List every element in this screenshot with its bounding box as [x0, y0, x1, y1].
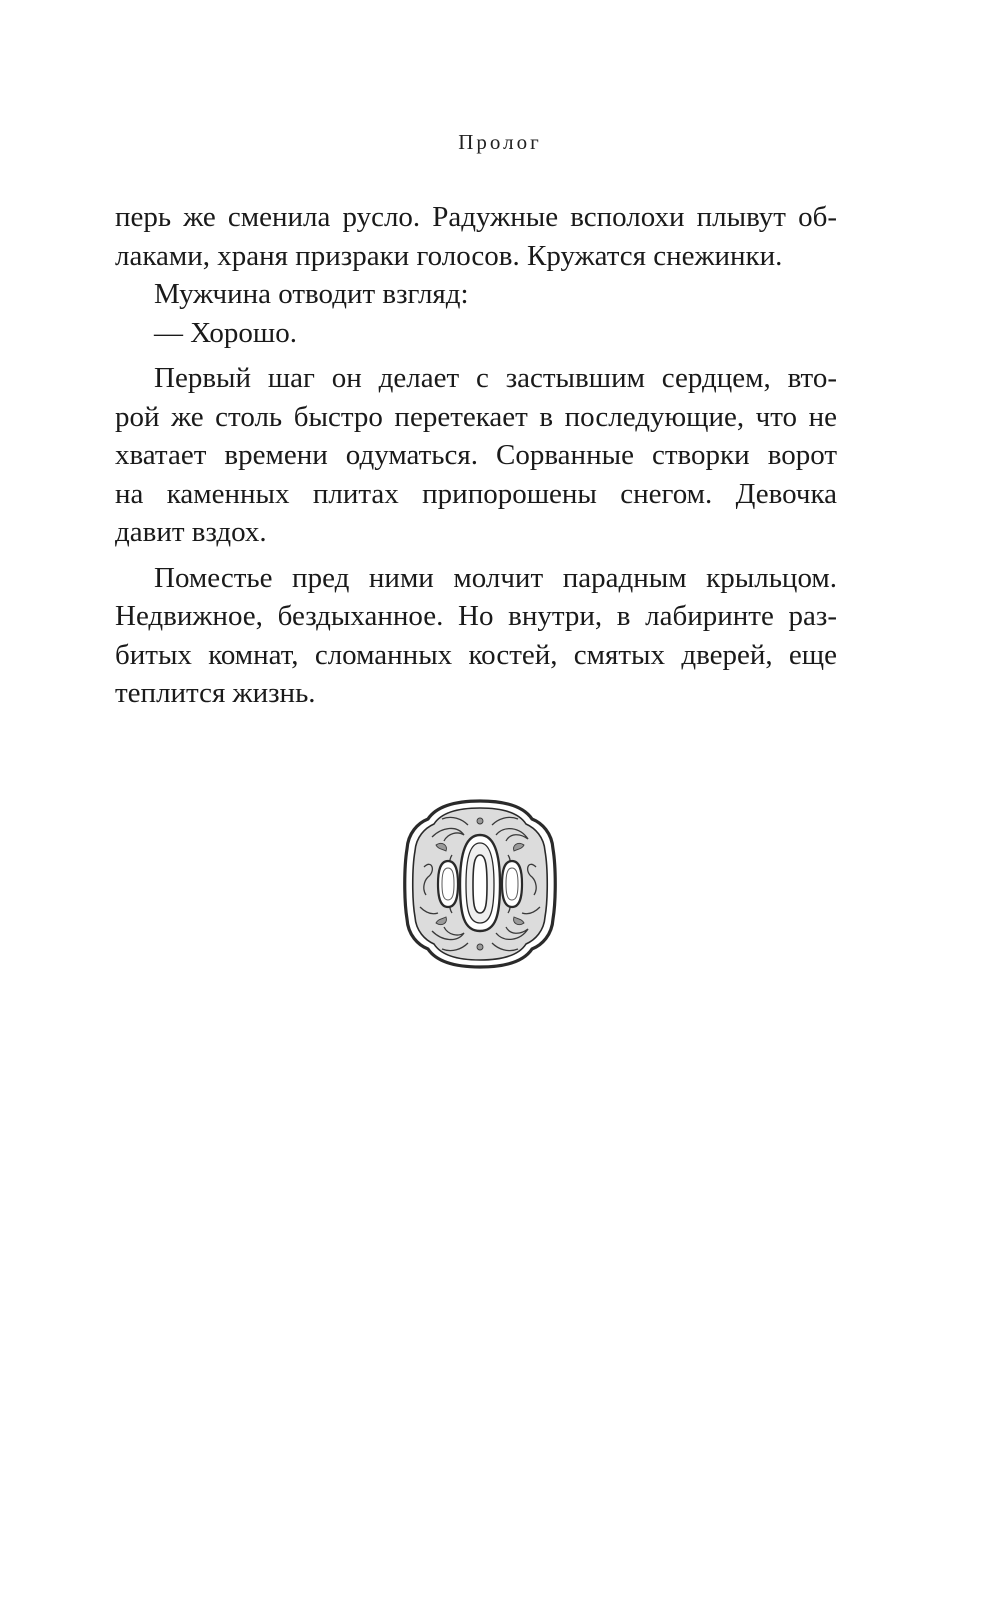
paragraph-3-dialogue — [115, 314, 837, 353]
text-line: рой же столь быстро перетекает в последующие, что не — [115, 400, 837, 433]
paragraph-4 — [115, 359, 837, 552]
text-line: — Хорошо. — [154, 316, 297, 349]
text-line: Недвижное, бездыханное. Но внутри, в лабиринте раз- — [115, 600, 837, 632]
text-line: теплится жизнь. — [115, 677, 316, 709]
text-line: на каменных плитах припорошены снегом. Девочка — [115, 477, 837, 510]
text-line: лаками, храня призраки голосов. Кружатся снежинки. — [115, 239, 783, 272]
running-head: Пролог — [458, 130, 542, 154]
paragraph-2 — [115, 275, 837, 314]
text-line: перь же сменила русло. Радужные всполохи плывут об- — [115, 201, 837, 233]
text-line: давит вздох. — [115, 516, 267, 548]
paragraph-1 — [115, 198, 837, 275]
text-line: Поместье пред ними молчит парадным крыльцом. — [154, 561, 837, 594]
text-line: Первый шаг он делает с застывшим сердцем, вто- — [154, 362, 837, 394]
text-line: Мужчина отводит взгляд: — [154, 278, 469, 310]
text-line: битых комнат, сломанных костей, смятых дверей, еще — [115, 638, 837, 671]
body-text — [115, 198, 837, 713]
paragraph-5 — [115, 559, 837, 713]
text-line: хватает времени одуматься. Сорванные створки ворот — [115, 439, 837, 471]
tsuba-ornament-icon — [402, 797, 558, 971]
